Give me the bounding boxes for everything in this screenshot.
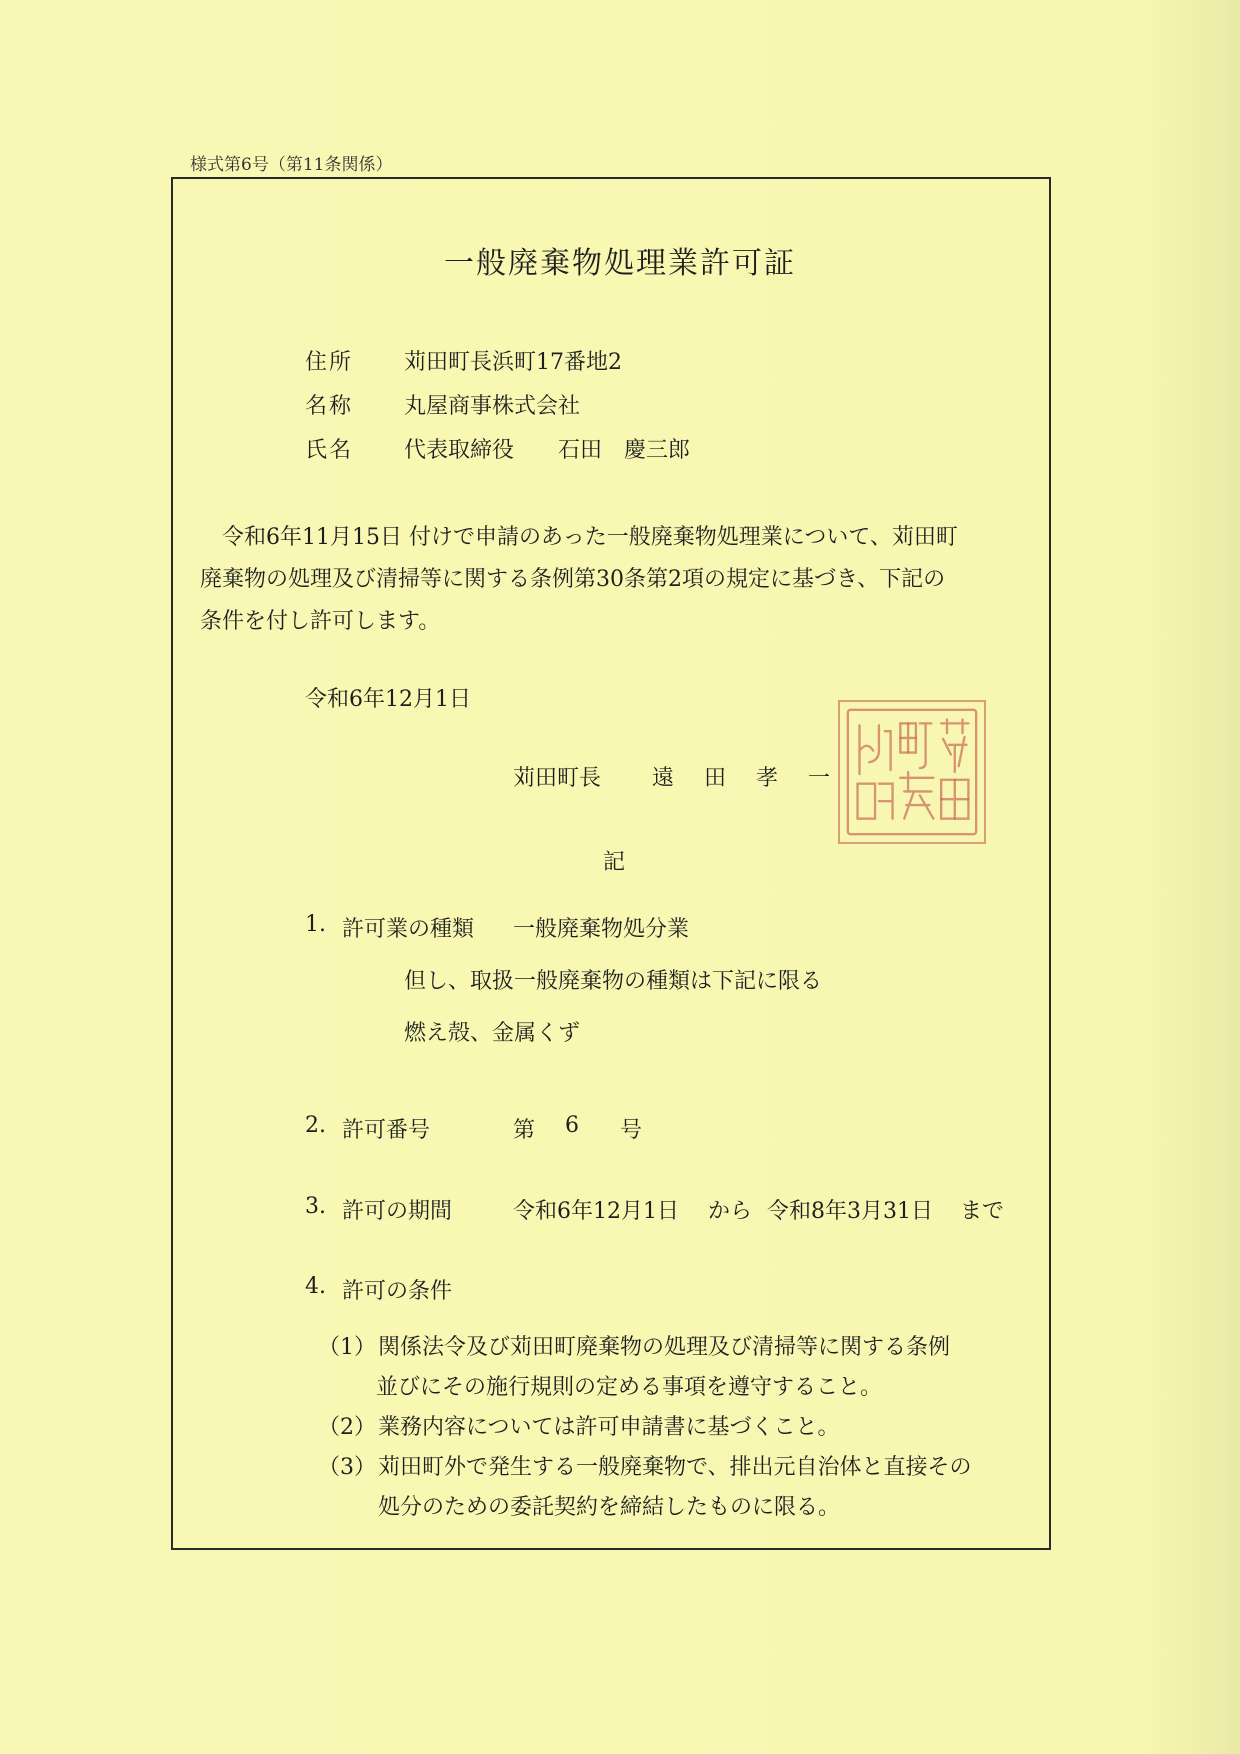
item-3-from-date: 令和6年12月1日 <box>513 1199 679 1224</box>
item-2-prefix: 第 <box>513 1118 536 1143</box>
item-1-types: 燃え殻、金属くず <box>404 1021 581 1046</box>
item-1-number: 1. <box>305 912 326 937</box>
company-name-label: 名称 <box>305 394 354 419</box>
condition-2-number: （2） <box>318 1415 376 1440</box>
mayor-name: 遠田孝一 <box>652 766 861 791</box>
mayor-title: 苅田町長 <box>513 766 602 791</box>
form-number-label: 様式第6号（第11条関係） <box>190 155 393 175</box>
item-1-value: 一般廃棄物処分業 <box>513 917 690 942</box>
condition-1-line-1: 関係法令及び苅田町廃棄物の処理及び清掃等に関する条例 <box>378 1335 951 1360</box>
item-2-suffix: 号 <box>620 1118 643 1143</box>
issue-date: 令和6年12月1日 <box>305 687 471 712</box>
item-3-number: 3. <box>305 1194 326 1219</box>
item-1-label: 許可業の種類 <box>342 917 475 942</box>
item-2-number: 2. <box>305 1113 326 1138</box>
document-title: 一般廃棄物処理業許可証 <box>444 246 796 281</box>
condition-3-line-1: 苅田町外で発生する一般廃棄物で、排出元自治体と直接その <box>378 1455 972 1480</box>
body-line-2: 廃棄物の処理及び清掃等に関する条例第30条第2項の規定に基づき、下記の <box>200 567 946 592</box>
item-3-to-date: 令和8年3月31日 <box>767 1199 933 1224</box>
address-label: 住所 <box>305 350 354 375</box>
condition-1-line-2: 並びにその施行規則の定める事項を遵守すること。 <box>376 1375 883 1400</box>
company-name-value: 丸屋商事株式会社 <box>404 394 581 419</box>
condition-1-number: （1） <box>318 1335 376 1360</box>
body-line-1: 令和6年11月15日 付けで申請のあった一般廃棄物処理業について、苅田町 <box>222 525 958 550</box>
ki-heading: 記 <box>603 850 626 875</box>
condition-3-number: （3） <box>318 1455 376 1480</box>
item-4-label: 許可の条件 <box>342 1279 453 1304</box>
seal-graphic <box>840 702 984 842</box>
item-2-value: 6 <box>565 1113 579 1138</box>
representative-value: 代表取締役 石田 慶三郎 <box>404 438 691 463</box>
item-4-number: 4. <box>305 1274 326 1299</box>
official-seal-stamp <box>838 700 986 844</box>
body-line-3: 条件を付し許可します。 <box>200 609 441 634</box>
condition-2-line-1: 業務内容については許可申請書に基づくこと。 <box>378 1415 840 1440</box>
address-value: 苅田町長浜町17番地2 <box>404 350 622 375</box>
item-2-label: 許可番号 <box>342 1118 431 1143</box>
condition-3-line-2: 処分のための委託契約を締結したものに限る。 <box>378 1495 841 1520</box>
representative-label: 氏名 <box>305 438 354 463</box>
item-3-label: 許可の期間 <box>342 1199 453 1224</box>
item-3-from-word: から <box>708 1199 753 1224</box>
item-3-to-word: まで <box>960 1199 1005 1224</box>
item-1-note: 但し、取扱一般廃棄物の種類は下記に限る <box>404 969 823 994</box>
